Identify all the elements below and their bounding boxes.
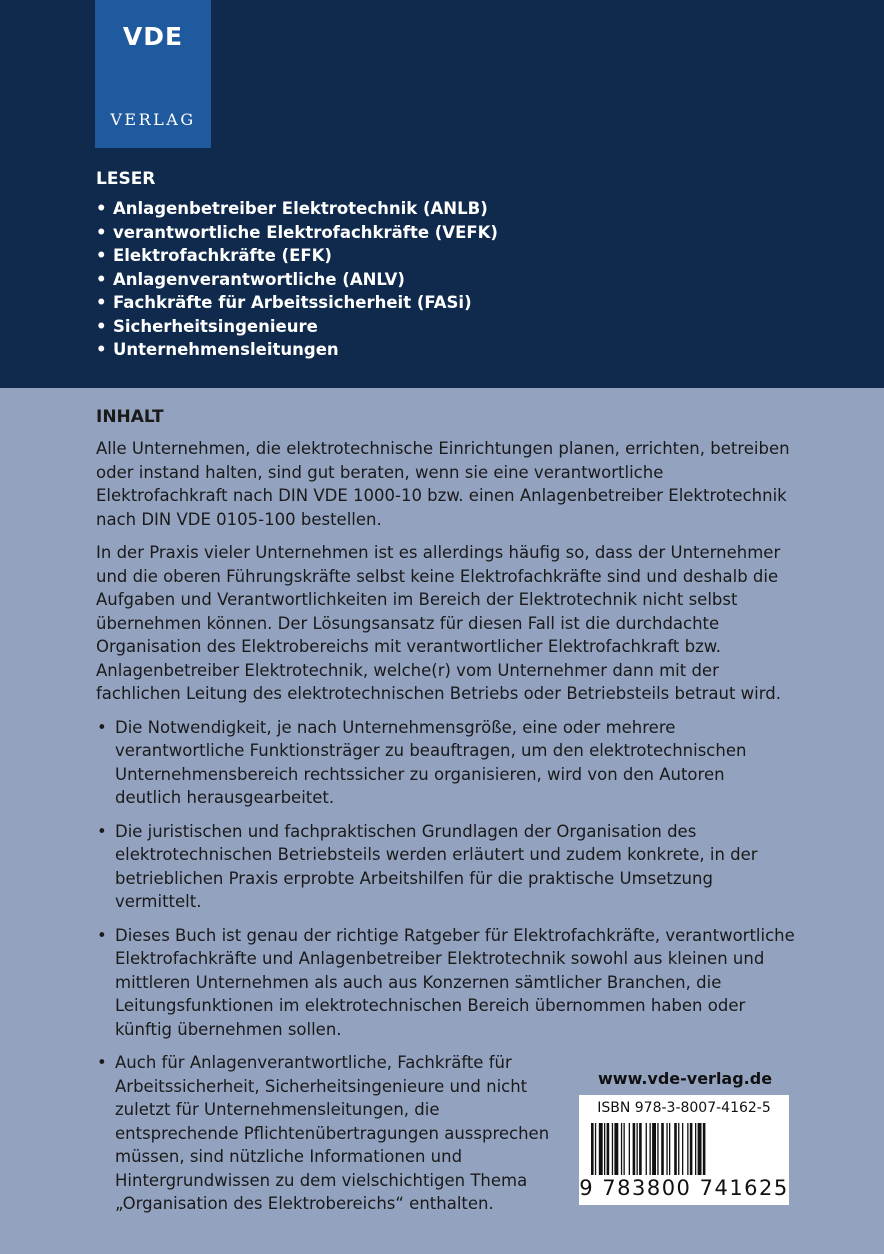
leser-item: • verantwortliche Elektrofachkräfte (VEFK) bbox=[96, 221, 498, 245]
bullet-dot: • bbox=[96, 340, 107, 359]
barcode-bar bbox=[682, 1123, 683, 1175]
bullet-dot: • bbox=[96, 316, 107, 336]
barcode-bar bbox=[695, 1123, 696, 1175]
bullet-dot: • bbox=[96, 293, 107, 312]
barcode-bar bbox=[629, 1123, 630, 1175]
barcode-bar bbox=[633, 1123, 636, 1175]
leser-item: • Sicherheitsingenieure bbox=[96, 315, 498, 339]
inhalt-heading: INHALT bbox=[96, 407, 164, 427]
barcode-bar bbox=[690, 1123, 693, 1175]
ean-digits: 9 783800 741625 bbox=[579, 1176, 789, 1200]
leser-item: • Anlagenverantwortliche (ANLV) bbox=[96, 268, 498, 292]
isbn-number: ISBN 978-3-8007-4162-5 bbox=[597, 1100, 771, 1116]
barcode-bar bbox=[703, 1123, 706, 1175]
barcode-bar bbox=[657, 1123, 658, 1175]
barcode-bar bbox=[604, 1123, 605, 1175]
barcode-bar bbox=[646, 1123, 647, 1175]
barcode-bar bbox=[614, 1123, 618, 1175]
barcode-bar bbox=[698, 1123, 702, 1175]
barcode-bar bbox=[612, 1123, 613, 1175]
inhalt-bullet: • Die juristischen und fachpraktischen Grundlagen der Organisation des elektrotechnischen Betriebsteils werden erläutert und zudem konkrete, in der betrieblichen Praxis erprobte Arbeitshilfen für die praktische Umsetzung vermittelt. bbox=[97, 821, 758, 911]
inhalt-bullet: • Dieses Buch ist genau der richtige Ratgeber für Elektrofachkräfte, verantwortliche Elektrofachkräfte und Anlagenbetreiber Elektrotechnik sowohl aus kleinen und mittleren Unternehmen als auch aus Konzernen sämtlicher Branchen, die Leitungsfunktionen im elektrotechnischen Bereich übernommen haben oder künftig übernehmen sollen. bbox=[97, 925, 795, 1039]
logo-sub: VERLAG bbox=[110, 110, 196, 129]
inhalt-paragraph: In der Praxis vieler Unternehmen ist es allerdings häufig so, dass der Unternehmer und die oberen Führungskräfte selbst keine Elektrofachkräfte sind und deshalb die Aufgaben und Verantwortlichkeiten im Bereich der Elektrotechnik nicht selbst übernehmen können. Der Lösungsansatz für diesen Fall ist die durchdachte Organisation des Elektrobereichs mit verantwortlicher Elektrofachkraft bzw. Anlagenbetreiber Elektrotechnik, welche(r) vom Unternehmer dann mit der fachlichen Leitung des elektrotechnischen Betriebs oder Betriebsteils betraut wird. bbox=[96, 543, 781, 703]
barcode-bar bbox=[624, 1123, 625, 1175]
leser-item: • Unternehmensleitungen bbox=[96, 338, 498, 362]
bullet-dot: • bbox=[96, 199, 107, 218]
inhalt-bullet: • Auch für Anlagenverantwortliche, Fachkräfte für Arbeitssicherheit, Sicherheitsingenieure und nicht zuletzt für Unternehmensleitungen, die entsprechende Pflichtenübertragungen aussprechen müssen, sind nützliche Informationen und Hintergrundwissen zu dem vielschichtigen Thema „Organisation des Elektrobereichs“ enthalten. bbox=[97, 1053, 550, 1213]
barcode-bar bbox=[674, 1123, 677, 1175]
inhalt-paragraph: Alle Unternehmen, die elektrotechnische Einrichtungen planen, errichten, betreiben oder instand halten, sind gut beraten, wenn sie eine verantwortliche Elektrofachkraft nach DIN VDE 1000-10 bzw. einen Anlagenbetreiber Elektrotechnik nach DIN VDE 0105-100 bestellen. bbox=[96, 439, 790, 529]
barcode-bar bbox=[661, 1123, 664, 1175]
barcode-bar bbox=[652, 1123, 656, 1175]
barcode-bar bbox=[666, 1123, 667, 1175]
leser-list bbox=[96, 197, 498, 362]
header-band bbox=[0, 0, 884, 388]
barcode-bar bbox=[621, 1123, 622, 1175]
leser-item: • Fachkräfte für Arbeitssicherheit (FASi) bbox=[96, 291, 498, 315]
bullet-dot: • bbox=[96, 222, 107, 242]
barcode-bar bbox=[595, 1123, 596, 1175]
inhalt-bullet: • Die Notwendigkeit, je nach Unternehmensgröße, eine oder mehrere verantwortliche Funktionsträger zu beauftragen, um den elektrotechnischen Unternehmensbereich rechtssicher zu organisieren, wird von den Autoren deutlich herausgearbeitet. bbox=[97, 717, 747, 807]
leser-item: • Elektrofachkräfte (EFK) bbox=[96, 244, 498, 268]
leser-item: • Anlagenbetreiber Elektrotechnik (ANLB) bbox=[96, 197, 498, 221]
barcode-bar bbox=[678, 1123, 679, 1175]
isbn-barcode bbox=[579, 1095, 789, 1205]
barcode-bar bbox=[639, 1123, 642, 1175]
barcode-bar bbox=[607, 1123, 610, 1175]
barcode-bar bbox=[669, 1123, 670, 1175]
barcode-bar bbox=[591, 1123, 594, 1175]
barcode-bars bbox=[591, 1123, 777, 1175]
barcode-bar bbox=[599, 1123, 603, 1175]
website-url: www.vde-verlag.de bbox=[598, 1069, 773, 1088]
barcode-bar bbox=[687, 1123, 688, 1175]
barcode-bar bbox=[650, 1123, 651, 1175]
barcode-bar bbox=[637, 1123, 638, 1175]
logo-brand: VDE bbox=[122, 22, 184, 51]
bullet-dot: • bbox=[96, 269, 107, 289]
leser-heading: LESER bbox=[96, 169, 156, 189]
bullet-dot: • bbox=[96, 246, 107, 265]
vde-verlag-logo bbox=[95, 0, 211, 148]
